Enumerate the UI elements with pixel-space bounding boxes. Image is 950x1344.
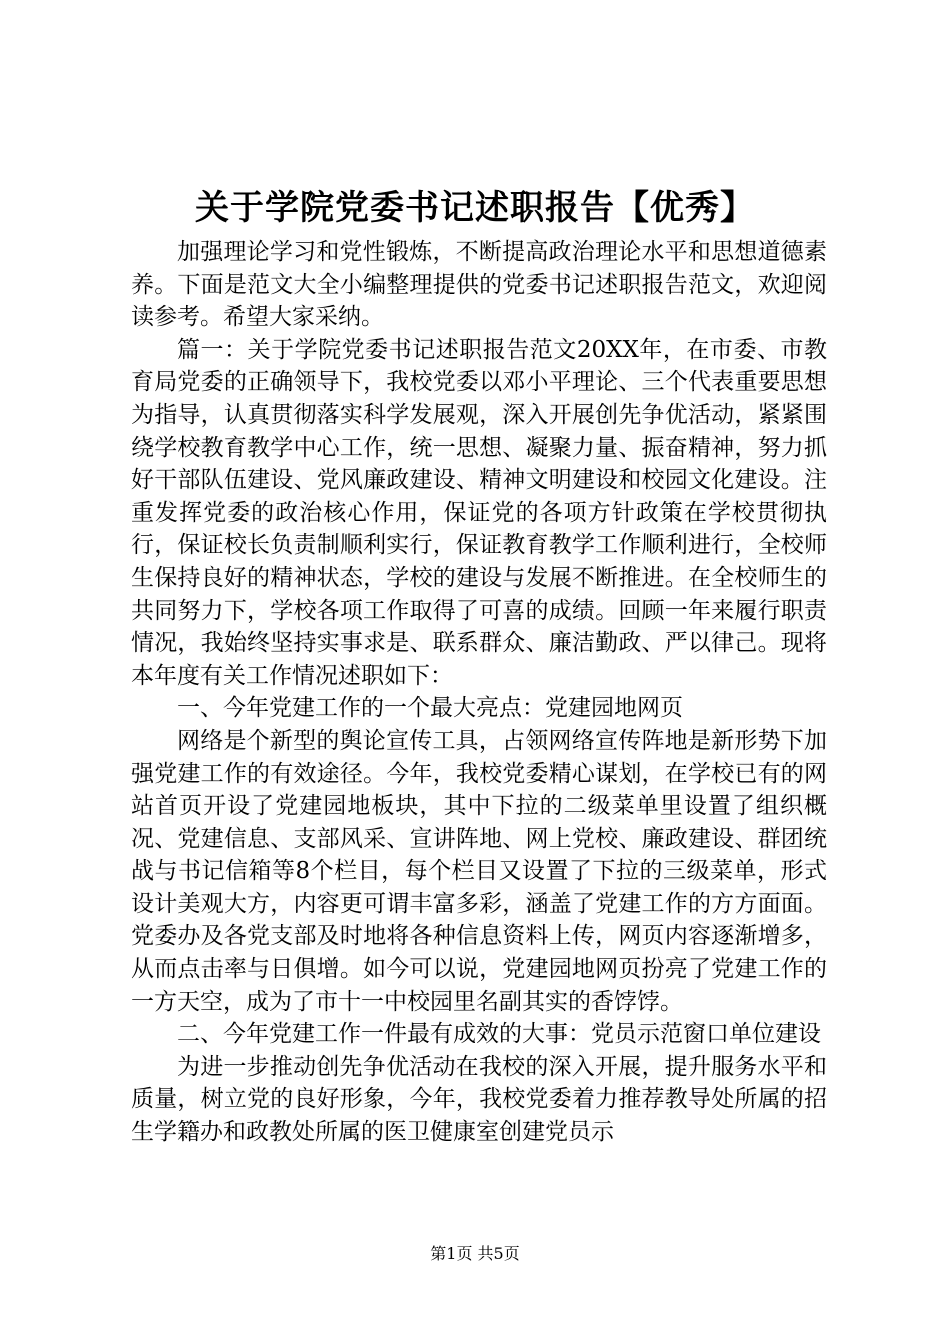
section-heading-two: 二、今年党建工作一件最有成效的大事：党员示范窗口单位建设 [177, 1021, 821, 1048]
page-footer: 第1页 共5页 [430, 1244, 520, 1263]
paragraph-model-unit: 为进一步推动创先争优活动在我校的深入开展，提升服务水平和质量，树立党的良好形象，今年，我校党委着力推荐教导处所属的招生学籍办和政教处所属的医卫健康室创建党员示 [131, 1053, 827, 1146]
paragraph-intro: 加强理论学习和党性锻炼，不断提高政治理论水平和思想道德素养。下面是范文大全小编整理提供的党委书记述职报告范文，欢迎阅读参考。希望大家采纳。 [131, 239, 827, 331]
paragraph-website: 网络是个新型的舆论宣传工具，占领网络宣传阵地是新形势下加强党建工作的有效途径。今年，我校党委精心谋划，在学校已有的网站首页开设了党建园地板块，其中下拉的二级菜单里设置了组织概况、党建信息、支部风采、宣讲阵地、网上党校、廉政建设、群团统战与书记信箱等8个栏目，每个栏目又设置了下拉的三级菜单，形式设计美观大方，内容更可谓丰富多彩，涵盖了党建工作的方方面面。党委办及各党支部及时地将各种信息资料上传，网页内容逐渐增多，从而点击率与日俱增。如今可以说，党建园地网页扮亮了党建工作的一方天空，成为了市十一中校园里名副其实的香饽饽。 [131, 727, 827, 1015]
section-heading-one: 一、今年党建工作的一个最大亮点：党建园地网页 [177, 695, 683, 722]
paragraph-part-one: 篇一：关于学院党委书记述职报告范文20XX年，在市委、市教育局党委的正确领导下，我校党委以邓小平理论、三个代表重要思想为指导，认真贯彻落实科学发展观，深入开展创先争优活动，紧紧围绕学校教育教学中心工作，统一思想、凝聚力量、振奋精神，努力抓好干部队伍建设、党风廉政建设、精神文明建设和校园文化建设。注重发挥党委的政治核心作用，保证党的各项方针政策在学校贯彻执行，保证校长负责制顺利实行，保证教育教学工作顺利进行，全校师生保持良好的精神状态，学校的建设与发展不断推进。在全校师生的共同努力下，学校各项工作取得了可喜的成绩。回顾一年来履行职责情况，我始终坚持实事求是、联系群众、廉洁勤政、严以律己。现将本年度有关工作情况述职如下： [131, 336, 827, 689]
document-title: 关于学院党委书记述职报告【优秀】 [195, 188, 755, 228]
document-body [131, 236, 827, 1149]
